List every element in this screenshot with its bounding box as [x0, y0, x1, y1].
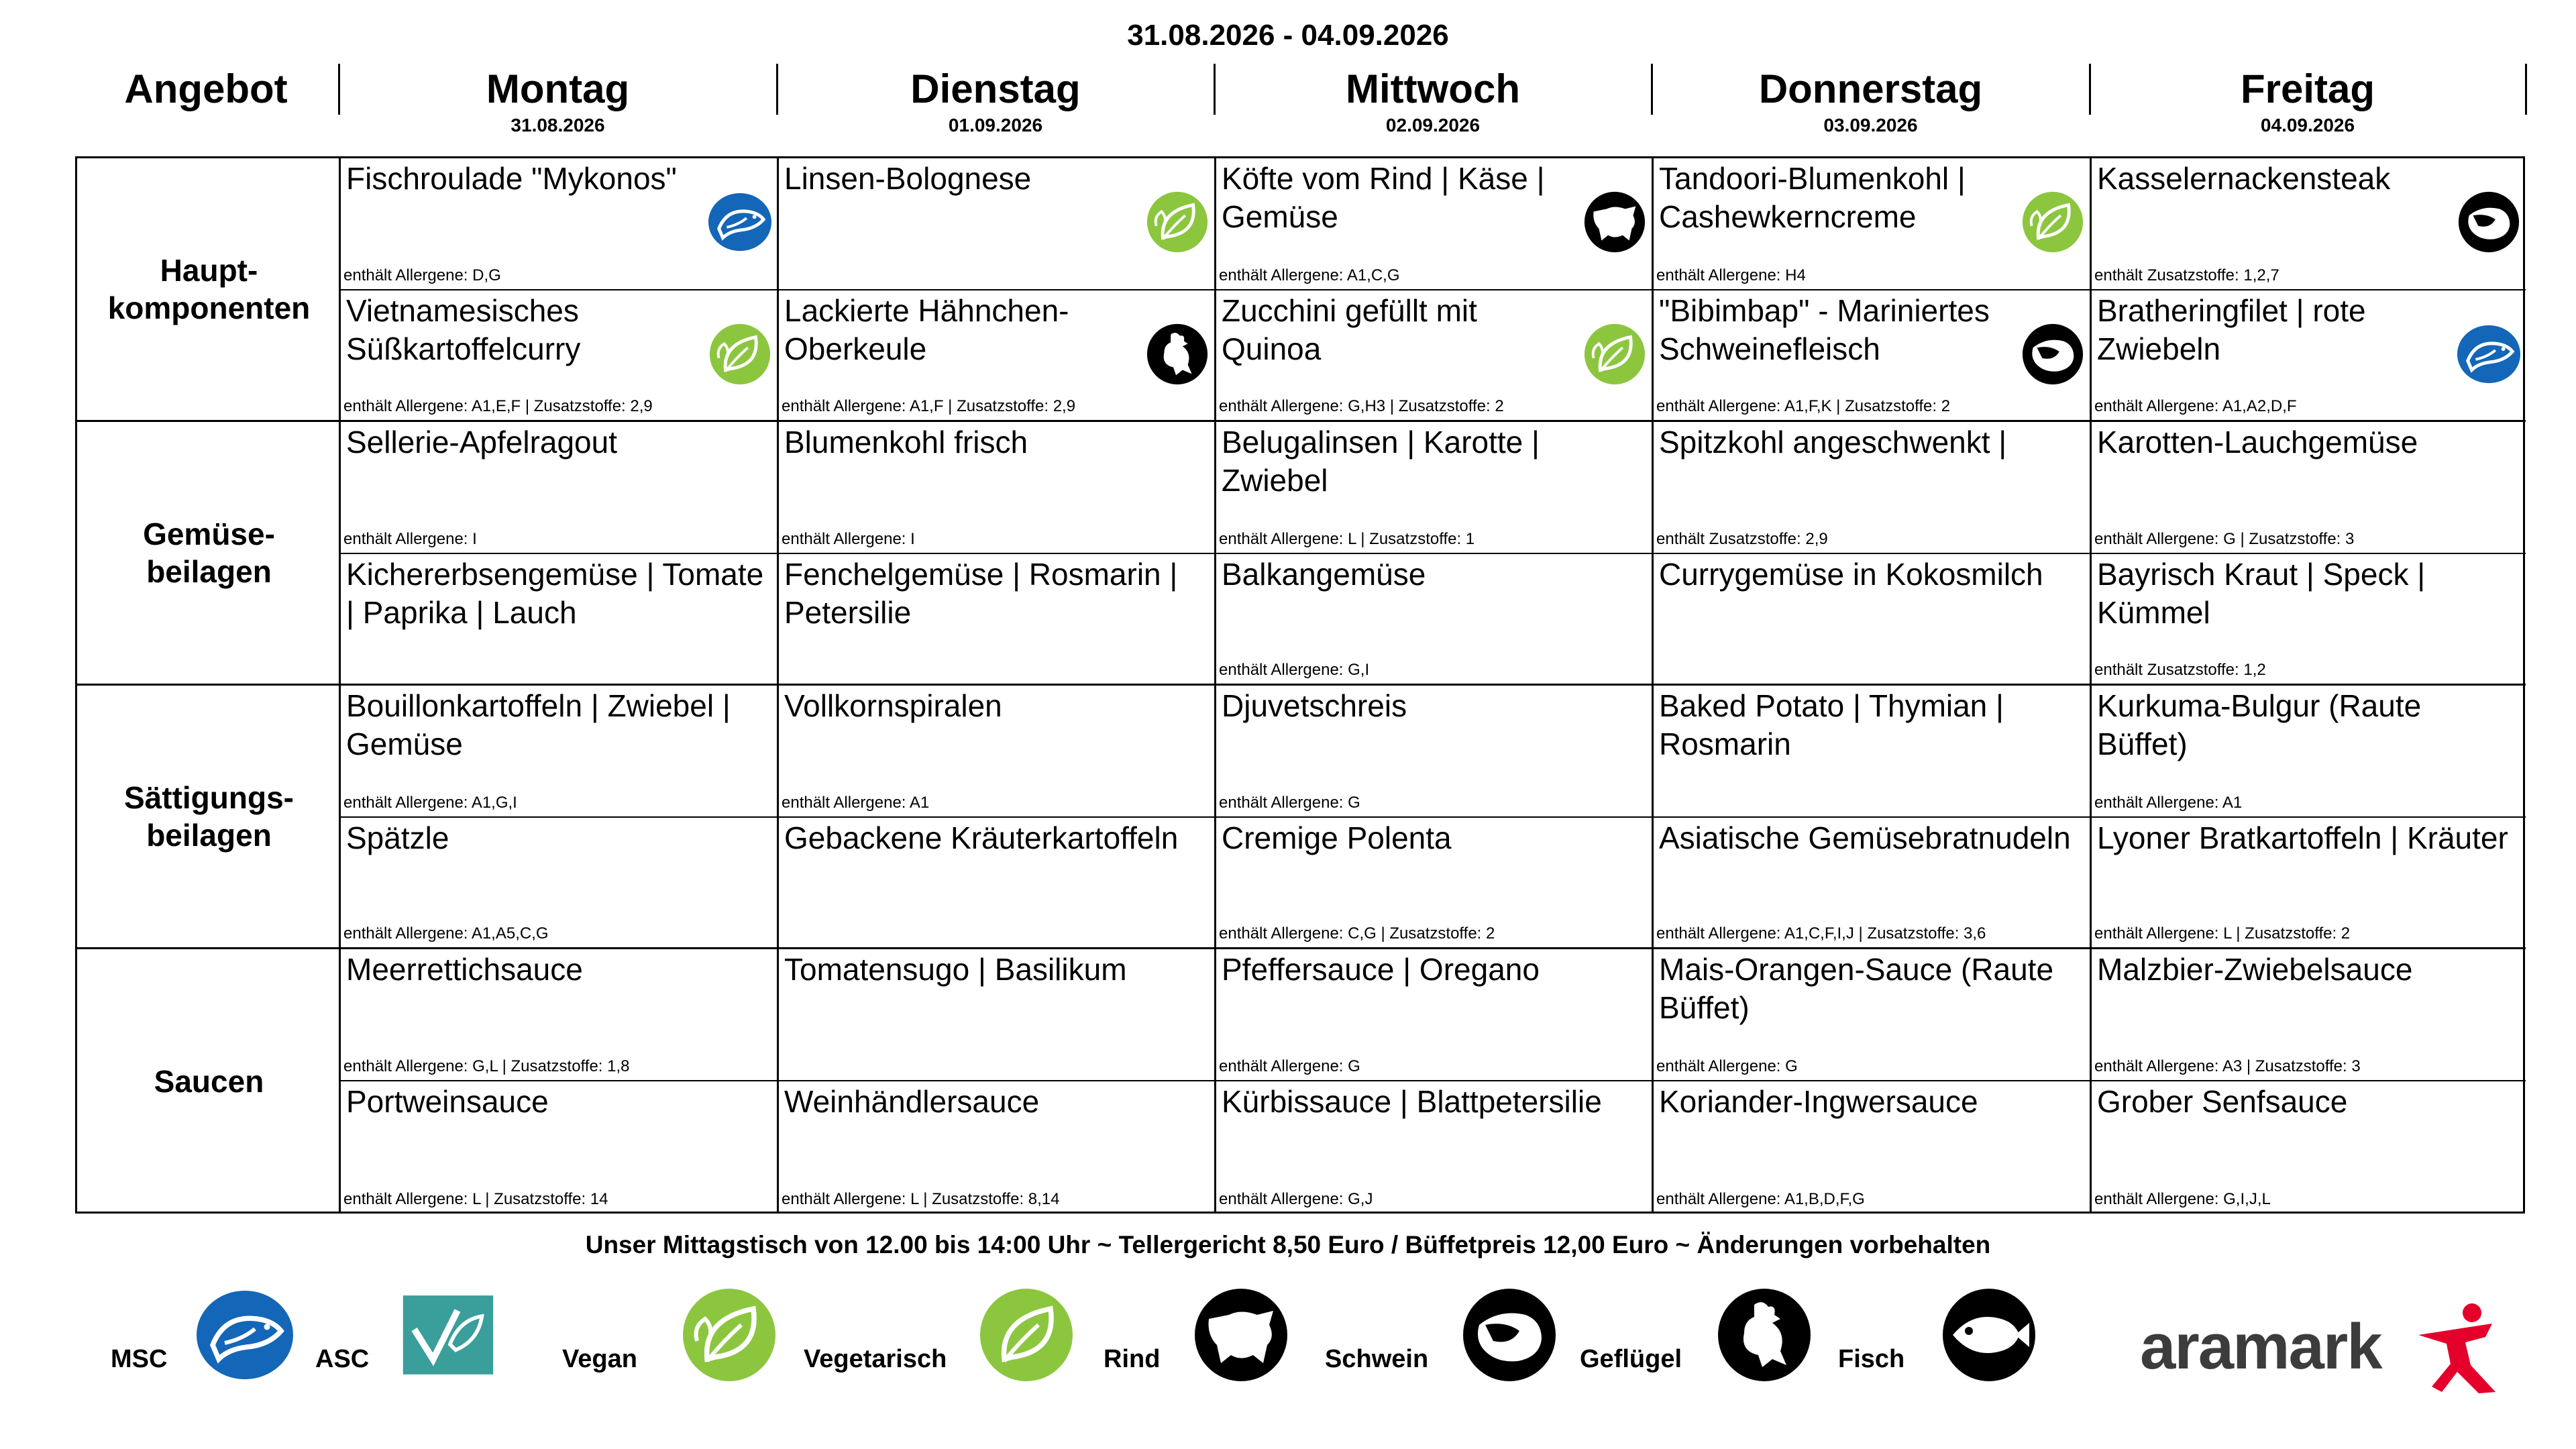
dish-name: Vietnamesisches Süßkartoffelcurry [346, 292, 581, 366]
allergen-info: enthält Allergene: L | Zusatzstoffe: 1 [1219, 529, 1475, 548]
allergen-info: enthält Allergene: A1,C,G [1219, 266, 1400, 284]
header-day-0 [339, 64, 777, 136]
menu-cell [1652, 686, 2090, 818]
menu-cell [777, 686, 1214, 818]
vegan-icon [1144, 189, 1210, 255]
allergen-info: enthält Allergene: A1,G,I [343, 793, 517, 812]
menu-cell [777, 554, 1214, 686]
dish-name: Djuvetschreis [1222, 688, 1407, 723]
dish-name: Portweinsauce [346, 1083, 549, 1119]
allergen-info: enthält Allergene: L | Zusatzstoffe: 2 [2094, 924, 2351, 943]
dish-name: Fischroulade "Mykonos" [346, 161, 677, 196]
dish-name: Kichererbsengemüse | Tomate | Paprika | Lauch [346, 556, 764, 630]
menu-cell [2090, 818, 2526, 950]
legend-label-asc: ASC [315, 1345, 370, 1373]
dish-name: Bratheringfilet | rote Zwiebeln [2097, 292, 2366, 366]
dish-name: Weinhändlersauce [784, 1083, 1040, 1119]
allergen-info: enthält Allergene: G [1219, 1057, 1360, 1075]
allergen-info: enthält Allergene: A1 [782, 793, 930, 812]
allergen-info: enthält Allergene: G,H3 | Zusatzstoffe: 2 [1219, 397, 1504, 415]
allergen-info: enthält Allergene: C,G | Zusatzstoffe: 2 [1219, 924, 1495, 943]
allergen-info: enthält Allergene: G | Zusatzstoffe: 3 [2094, 529, 2355, 548]
allergen-info: enthält Allergene: D,G [343, 266, 501, 284]
header-angebot-label: Angebot [124, 66, 288, 111]
msc-icon [2456, 321, 2522, 387]
aramark-logo [2137, 1298, 2512, 1399]
dish-name: Zucchini gefüllt mit Quinoa [1222, 292, 1477, 366]
menu-cell [339, 818, 777, 950]
allergen-info: enthält Allergene: I [782, 529, 915, 548]
header-day-4 [2090, 64, 2526, 136]
dish-name: Spätzle [346, 820, 449, 855]
menu-cell [1652, 290, 2090, 423]
dish-name: Spitzkohl angeschwenkt | [1659, 425, 2007, 460]
dish-name: Baked Potato | Thymian | Rosmarin [1659, 688, 2004, 761]
menu-cell [1652, 949, 2090, 1081]
legend-label-vegan: Vegan [562, 1345, 637, 1373]
menu-cell [2090, 949, 2526, 1081]
dish-name: Pfeffersauce | Oregano [1222, 952, 1540, 987]
category-text: Saucen [154, 1063, 264, 1099]
dish-name: Lyoner Bratkartoffeln | Kräuter [2097, 820, 2508, 855]
day-date: 01.09.2026 [948, 115, 1043, 136]
category-text: Gemüse- beilagen [143, 517, 275, 589]
menu-cell [1652, 818, 2090, 950]
day-name: Donnerstag [1758, 66, 1983, 111]
allergen-info: enthält Zusatzstoffe: 1,2 [2094, 661, 2266, 679]
menu-cell [339, 554, 777, 686]
header-angebot [75, 64, 337, 114]
dish-name: Belugalinsen | Karotte | Zwiebel [1222, 425, 1540, 498]
menu-cell [2090, 554, 2526, 686]
menu-cell [2090, 422, 2526, 554]
gefluegel-icon [1144, 321, 1210, 387]
menu-cell [2090, 158, 2526, 290]
header-divider [2089, 64, 2091, 115]
schwein-icon [1459, 1285, 1560, 1385]
legend-label-vegetarisch: Vegetarisch [804, 1345, 947, 1373]
dish-name: Kasselernackensteak [2097, 161, 2391, 196]
menu-cell [1652, 554, 2090, 686]
legend-label-fisch: Fisch [1838, 1345, 1905, 1373]
vegan-icon [2020, 189, 2086, 255]
category-label [77, 686, 341, 949]
menu-cell [1214, 1081, 1652, 1214]
menu-cell [777, 422, 1214, 554]
dish-name: Cremige Polenta [1222, 820, 1452, 855]
menu-cell [1652, 158, 2090, 290]
footer-note: Unser Mittagstisch von 12.00 bis 14:00 Uhr ~ Tellergericht 8,50 Euro / Büffetpreis 12,00 Euro ~ Änderungen vorbehalten [585, 1231, 1991, 1258]
menu-cell [1214, 422, 1652, 554]
legend-label-msc: MSC [111, 1345, 168, 1373]
menu-cell [2090, 1081, 2526, 1214]
menu-cell [1652, 1081, 2090, 1214]
allergen-info: enthält Allergene: A1,F,K | Zusatzstoffe: 2 [1656, 397, 1951, 415]
menu-cell [339, 422, 777, 554]
allergen-info: enthält Allergene: A1,F | Zusatzstoffe: 2,9 [782, 397, 1076, 415]
vegan-icon [1582, 321, 1648, 387]
week-range: 31.08.2026 - 04.09.2026 [1127, 19, 1449, 52]
schwein-icon [2020, 321, 2086, 387]
legend-label-gefluegel: Geflügel [1580, 1345, 1682, 1373]
allergen-info: enthält Allergene: G,J [1219, 1190, 1373, 1208]
menu-cell [1214, 554, 1652, 686]
day-name: Montag [486, 66, 630, 111]
dish-name: Grober Senfsauce [2097, 1083, 2348, 1119]
menu-cell [777, 949, 1214, 1081]
allergen-info: enthält Allergene: G,I [1219, 661, 1370, 679]
vegan-icon [679, 1285, 780, 1385]
header-divider [1214, 64, 1216, 115]
allergen-info: enthält Allergene: A1,B,D,F,G [1656, 1190, 1865, 1208]
menu-cell [777, 158, 1214, 290]
header-divider [338, 64, 340, 115]
menu-cell [339, 290, 777, 423]
allergen-info: enthält Zusatzstoffe: 2,9 [1656, 529, 1828, 548]
dish-name: Bayrisch Kraut | Speck | Kümmel [2097, 556, 2426, 630]
dish-name: Tomatensugo | Basilikum [784, 952, 1127, 987]
dish-name: Meerrettichsauce [346, 952, 583, 987]
dish-name: Asiatische Gemüsebratnudeln [1659, 820, 2071, 855]
msc-icon [195, 1285, 295, 1385]
menu-cell [1214, 818, 1652, 950]
day-date: 02.09.2026 [1385, 115, 1481, 136]
allergen-info: enthält Allergene: I [343, 529, 477, 548]
allergen-info: enthält Allergene: A3 | Zusatzstoffe: 3 [2094, 1057, 2361, 1075]
vegan-icon [707, 321, 773, 387]
day-date: 04.09.2026 [2260, 115, 2355, 136]
rind-icon [1191, 1285, 1291, 1385]
menu-cell [339, 1081, 777, 1214]
allergen-info: enthält Zusatzstoffe: 1,2,7 [2094, 266, 2279, 284]
header-divider [1651, 64, 1653, 115]
schwein-icon [2456, 189, 2522, 255]
dish-name: Gebackene Kräuterkartoffeln [784, 820, 1179, 855]
header-day-1 [777, 64, 1214, 136]
legend-label-schwein: Schwein [1325, 1345, 1429, 1373]
category-label [77, 949, 341, 1213]
dish-name: Blumenkohl frisch [784, 425, 1028, 460]
category-text: Sättigungs- beilagen [124, 780, 294, 853]
day-date: 03.09.2026 [1823, 115, 1918, 136]
legend-label-rind: Rind [1104, 1345, 1161, 1373]
dish-name: Mais-Orangen-Sauce (Raute Büffet) [1659, 952, 2054, 1025]
menu-cell [777, 290, 1214, 423]
menu-table [75, 156, 2525, 1214]
vegetarisch-icon [976, 1285, 1077, 1385]
fisch-icon [1939, 1285, 2039, 1385]
menu-cell [777, 818, 1214, 950]
dish-name: Kurkuma-Bulgur (Raute Büffet) [2097, 688, 2422, 761]
dish-name: Kürbissauce | Blattpetersilie [1222, 1083, 1602, 1119]
aramark-star-person-icon [2418, 1303, 2496, 1393]
allergen-info: enthält Allergene: G,I,J,L [2094, 1190, 2271, 1208]
allergen-info: enthält Allergene: G,L | Zusatzstoffe: 1,8 [343, 1057, 630, 1075]
day-name: Mittwoch [1346, 66, 1520, 111]
allergen-info: enthält Allergene: A1,E,F | Zusatzstoffe: 2,9 [343, 397, 653, 415]
asc-icon [401, 1288, 495, 1382]
menu-cell [777, 1081, 1214, 1214]
dish-name: Linsen-Bolognese [784, 161, 1032, 196]
dish-name: Vollkornspiralen [784, 688, 1002, 723]
allergen-info: enthält Allergene: G [1656, 1057, 1798, 1075]
allergen-info: enthält Allergene: L | Zusatzstoffe: 8,14 [782, 1190, 1060, 1208]
day-name: Dienstag [910, 66, 1081, 111]
menu-cell [1214, 949, 1652, 1081]
menu-cell [339, 686, 777, 818]
allergen-info: enthält Allergene: A1,A5,C,G [343, 924, 549, 943]
header-day-3 [1652, 64, 2090, 136]
allergen-info: enthält Allergene: L | Zusatzstoffe: 14 [343, 1190, 608, 1208]
dish-name: Fenchelgemüse | Rosmarin | Petersilie [784, 556, 1178, 630]
menu-cell [1214, 158, 1652, 290]
header-divider [2525, 64, 2527, 115]
menu-cell [1652, 422, 2090, 554]
category-label [77, 158, 341, 422]
aramark-wordmark: aramark [2140, 1311, 2381, 1383]
dish-name: Sellerie-Apfelragout [346, 425, 618, 460]
msc-icon [707, 189, 773, 255]
dish-name: Koriander-Ingwersauce [1659, 1083, 1978, 1119]
header-divider [776, 64, 778, 115]
allergen-info: enthält Allergene: A1,C,F,I,J | Zusatzstoffe: 3,6 [1656, 924, 1986, 943]
header-day-2 [1214, 64, 1652, 136]
dish-name: Lackierte Hähnchen-Oberkeule [784, 292, 1069, 366]
dish-name: Bouillonkartoffeln | Zwiebel | Gemüse [346, 688, 731, 761]
menu-cell [2090, 290, 2526, 423]
dish-name: Balkangemüse [1222, 556, 1426, 592]
allergen-info: enthält Allergene: A1,A2,D,F [2094, 397, 2297, 415]
dish-name: Köfte vom Rind | Käse | Gemüse [1222, 161, 1545, 234]
dish-name: Karotten-Lauchgemüse [2097, 425, 2418, 460]
menu-cell [339, 949, 777, 1081]
menu-cell [339, 158, 777, 290]
dish-name: Currygemüse in Kokosmilch [1659, 556, 2043, 592]
dish-name: Tandoori-Blumenkohl | Cashewkerncreme [1659, 161, 1966, 234]
menu-cell [1214, 290, 1652, 423]
dish-name: "Bibimbap" - Mariniertes Schweinefleisch [1659, 292, 1990, 366]
gefluegel-icon [1714, 1285, 1815, 1385]
allergen-info: enthält Allergene: G [1219, 793, 1360, 812]
day-name: Freitag [2240, 66, 2375, 111]
allergen-info: enthält Allergene: H4 [1656, 266, 1806, 284]
menu-cell [2090, 686, 2526, 818]
menu-cell [1214, 686, 1652, 818]
category-text: Haupt- komponenten [107, 253, 311, 325]
allergen-info: enthält Allergene: A1 [2094, 793, 2243, 812]
category-label [77, 422, 341, 686]
dish-name: Malzbier-Zwiebelsauce [2097, 952, 2413, 987]
rind-icon [1582, 189, 1648, 255]
day-date: 31.08.2026 [511, 115, 605, 136]
